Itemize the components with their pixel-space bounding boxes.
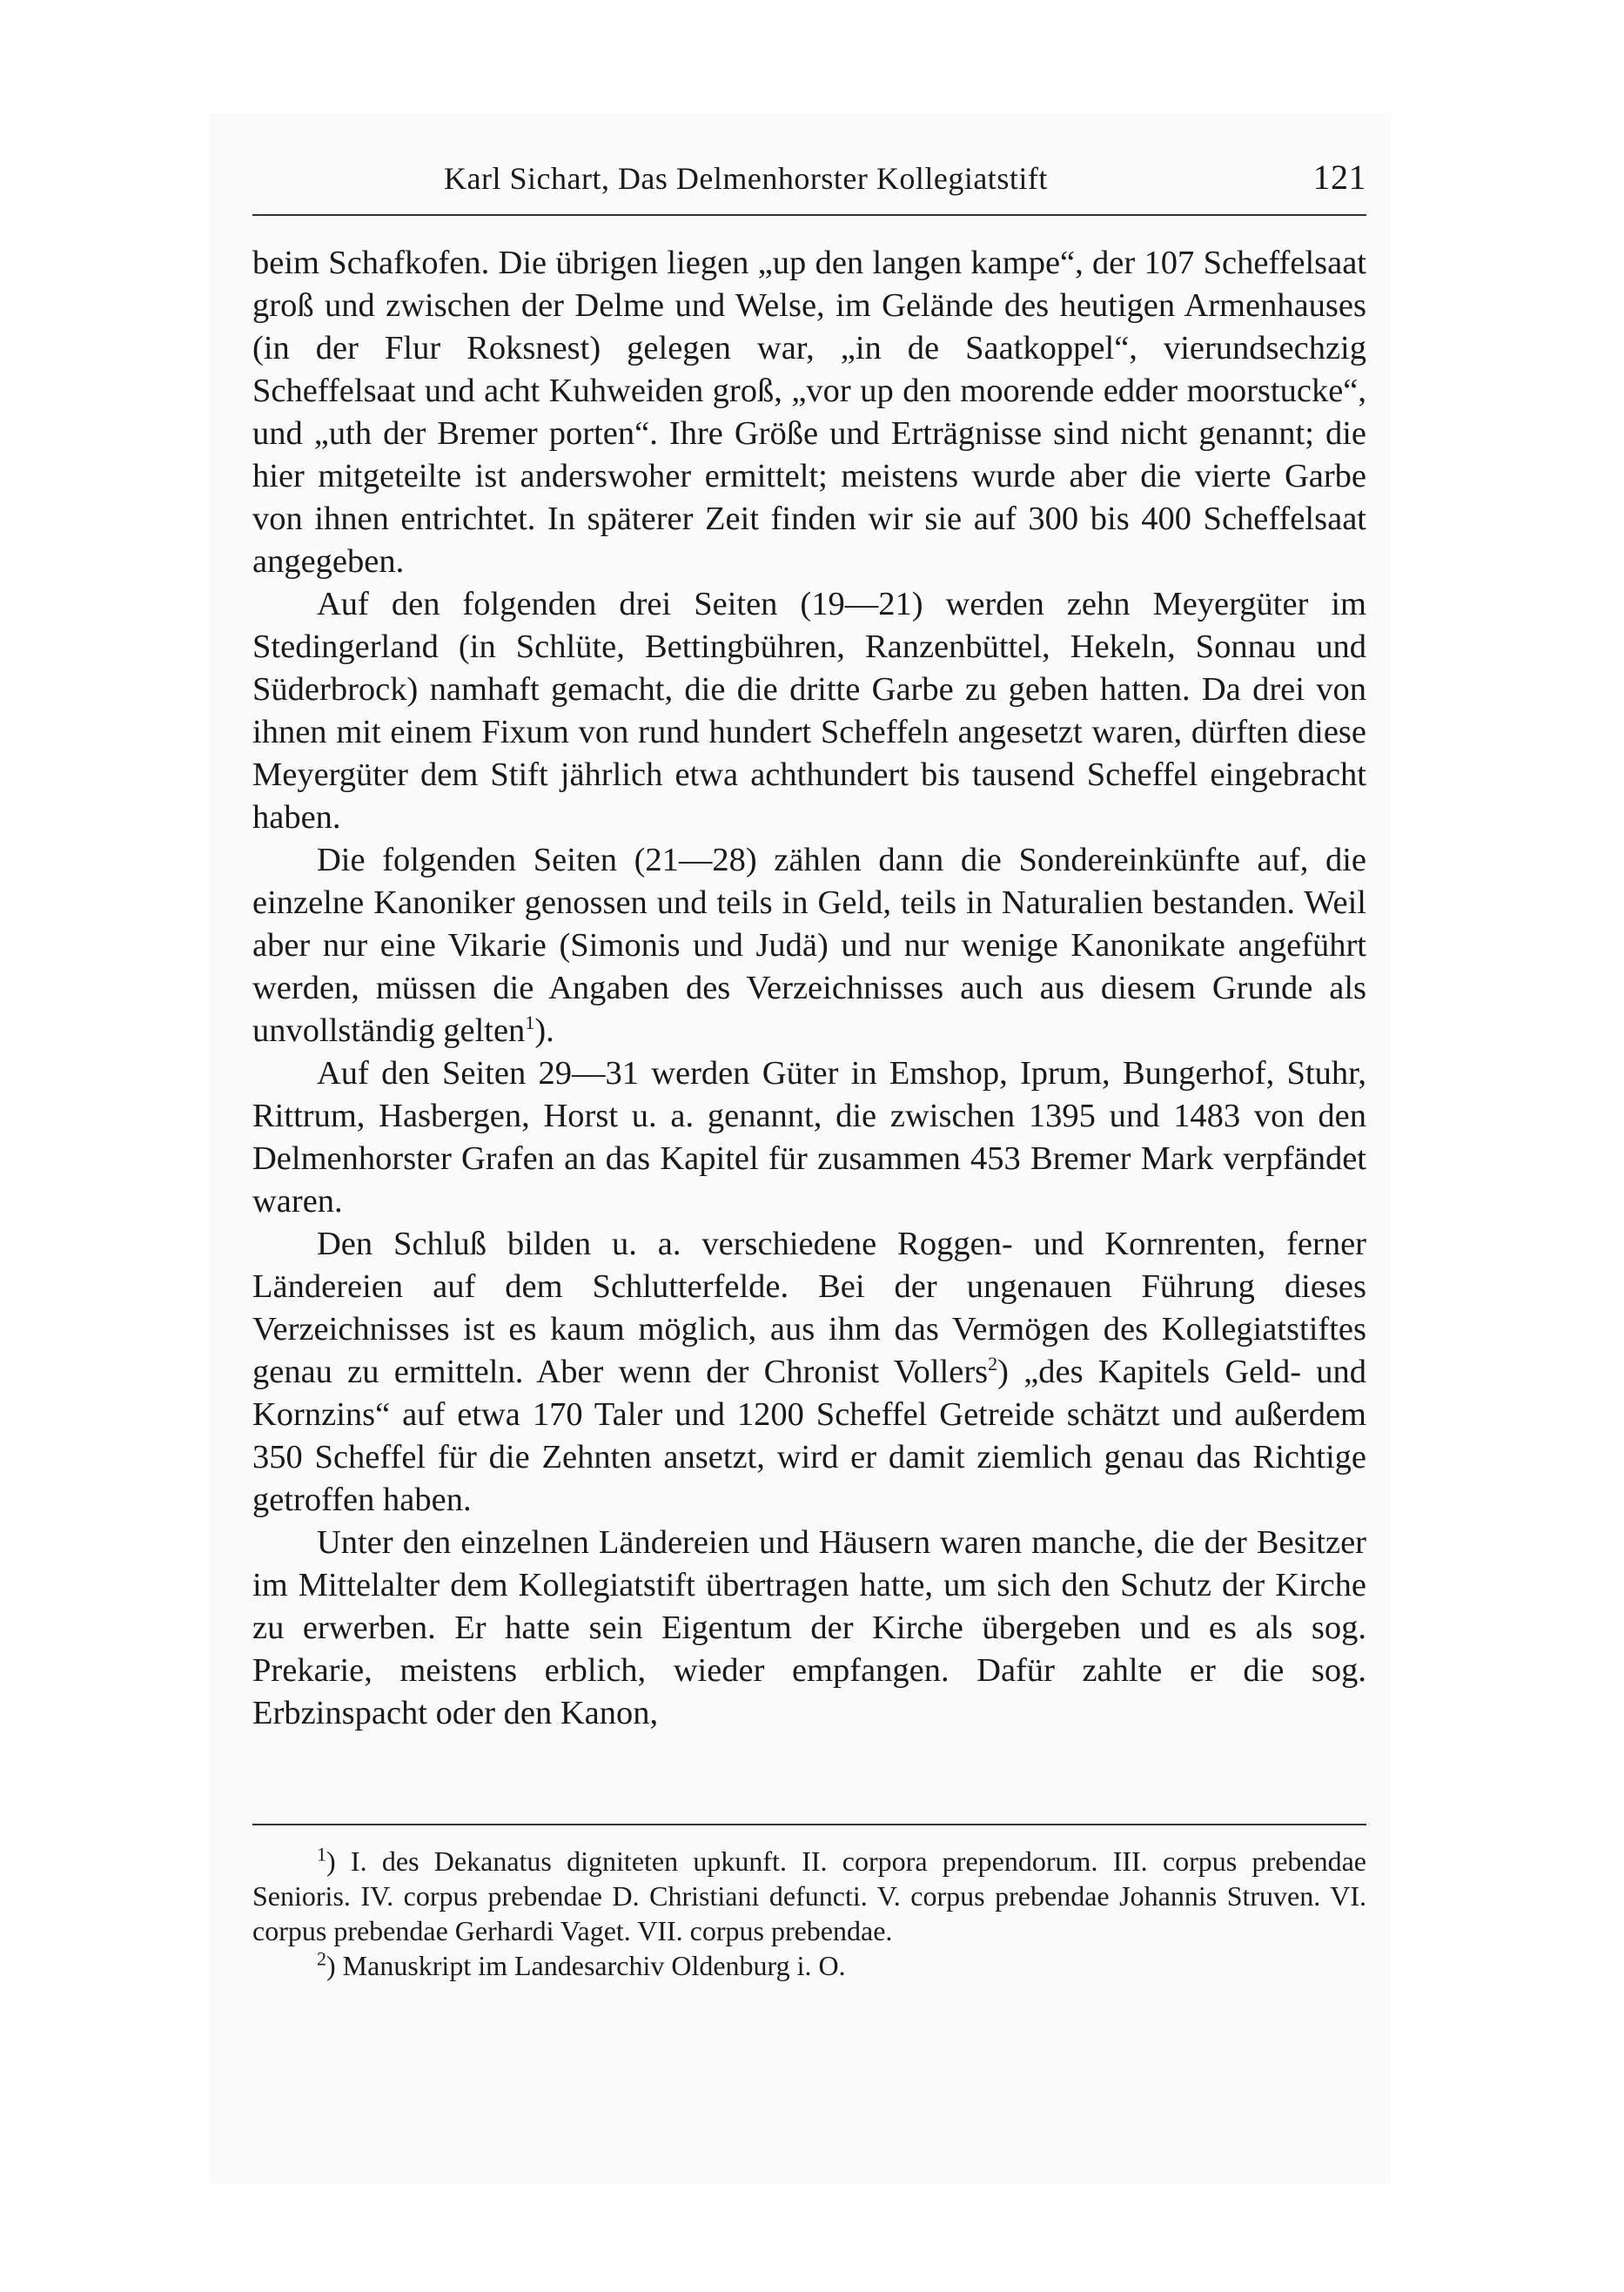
footnote-rule xyxy=(252,1824,1366,1825)
footnote-ref-1: 1 xyxy=(525,1012,535,1034)
footnote-2-marker: 2 xyxy=(317,1947,326,1970)
footnote-ref-1-close: ). xyxy=(534,1012,554,1049)
paragraph-2: Auf den folgenden drei Seiten (19—21) werden zehn Meyergüter im Stedingerland (in Schlüte, Bettingbühren, Ranzenbüttel, Hekeln, Sonnau und Süderbrock) namhaft gemacht, die die dritte Garbe zu geben hatten. Da drei von ihnen mit einem Fixum von rund hundert Scheffeln angesetzt waren, dürften diese Meyergüter dem Stift jährlich etwa achthundert bis tausend Scheffel eingebracht haben. xyxy=(252,586,1366,836)
paragraph-5 xyxy=(252,1223,1366,1522)
paragraph-4: Auf den Seiten 29—31 werden Güter in Emshop, Iprum, Bungerhof, Stuhr, Rittrum, Hasbergen, Horst u. a. genannt, die zwischen 1395 und 1483 von den Delmenhorster Grafen an das Kapitel für zusammen 453 Bremer Mark verpfändet waren. xyxy=(252,1055,1366,1220)
footnote-2 xyxy=(252,1948,1366,1983)
header-rule xyxy=(252,214,1366,216)
paragraph-5-continuation: „des Kapitels Geld- und Kornzins“ auf etwa 170 Taler und 1200 Scheffel Getreide schätzt und außerdem 350 Scheffel für die Zehnten ansetzt, wird er damit ziemlich genau das Richtige getroffen haben. xyxy=(252,1354,1366,1518)
footnote-1 xyxy=(252,1844,1366,1948)
paragraph-5-text: Den Schluß bilden u. a. verschiedene Roggen- und Kornrenten, ferner Ländereien auf dem Schlutterfelde. Bei der ungenauen Führung dieses Verzeichnisses ist es kaum möglich, aus ihm das Vermögen des Kollegiatstiftes genau zu ermitteln. Aber wenn der Chronist Vollers xyxy=(252,1226,1366,1390)
footnote-2-text: ) Manuskript im Landesarchiv Oldenburg i. O. xyxy=(326,1950,846,1981)
running-title: Karl Sichart, Das Delmenhorster Kollegiatstift xyxy=(444,161,1048,196)
footnotes xyxy=(252,1844,1366,1983)
page-header xyxy=(252,157,1366,209)
footnote-ref-2: 2 xyxy=(988,1353,998,1375)
footnote-1-marker: 1 xyxy=(317,1843,326,1865)
page-number: 121 xyxy=(1312,158,1366,197)
paragraph-3-text: Die folgenden Seiten (21—28) zählen dann die Sondereinkünfte auf, die einzelne Kanoniker genossen und teils in Geld, teils in Naturalien bestanden. Weil aber nur eine Vikarie (Simonis und Judä) und nur wenige Kanonikate angeführt werden, müssen die Angaben des Verzeichnisses auch aus diesem Grunde als unvollständig gelten xyxy=(252,842,1366,1049)
footnote-ref-2-close: ) xyxy=(997,1354,1009,1390)
footnote-1-text: ) I. des Dekanatus digniteten upkunft. II. corpora prependorum. III. corpus prebendae Senioris. IV. corpus prebendae D. Christiani defuncti. V. corpus prebendae Johannis Struven. VI. corpus prebendae Gerhardi Vaget. VII. corpus prebendae. xyxy=(252,1845,1366,1946)
paragraph-3 xyxy=(252,839,1366,1052)
body-text xyxy=(252,242,1366,1735)
paragraph-6: Unter den einzelnen Ländereien und Häusern waren manche, die der Besitzer im Mittelalter dem Kollegiatstift übertragen hatte, um sich den Schutz der Kirche zu erwerben. Er hatte sein Eigentum der Kirche übergeben und es als sog. Prekarie, meistens erblich, wieder empfangen. Dafür zahlte er die sog. Erbzinspacht oder den Kanon, xyxy=(252,1524,1366,1731)
paragraph-1: beim Schafkofen. Die übrigen liegen „up den langen kampe“, der 107 Scheffelsaat groß und zwischen der Delme und Welse, im Gelände des heutigen Armenhauses (in der Flur Roksnest) gelegen war, „in de Saatkoppel“, vierundsechzig Scheffelsaat und acht Kuhweiden groß, „vor up den moorende edder moorstucke“, und „uth der Bremer porten“. Ihre Größe und Erträgnisse sind nicht genannt; die hier mitgeteilte ist anderswoher ermittelt; meistens wurde aber die vierte Garbe von ihnen entrichtet. In späterer Zeit finden wir sie auf 300 bis 400 Scheffelsaat angegeben. xyxy=(252,245,1366,580)
